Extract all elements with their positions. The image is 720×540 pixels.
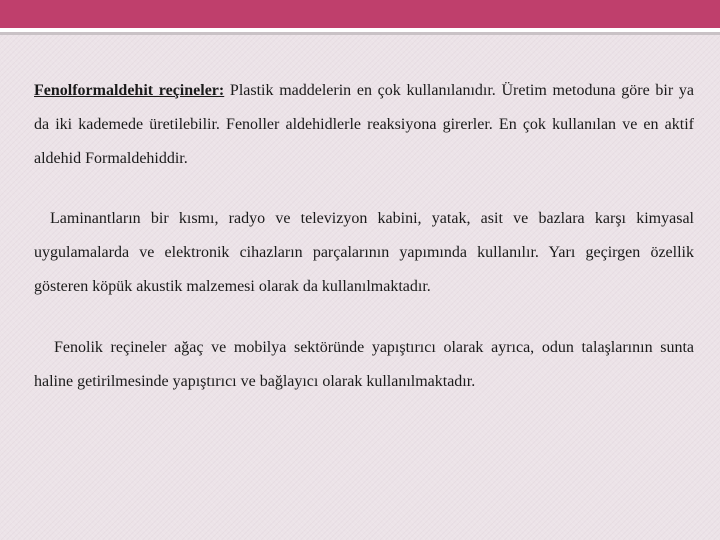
- paragraph-text: Laminantların bir kısmı, radyo ve televizyon kabini, yatak, asit ve bazlara karşı kimyasal uygulamalarda ve elektronik cihazların parçalarının yapımında kullanılır. Yarı geçirgen özellik gösteren köpük akustik malzemesi olarak da kullanılmaktadır.: [34, 210, 694, 295]
- term-heading: Fenolformaldehit reçineler:: [34, 82, 225, 99]
- paragraph-text: Plastik maddelerin en çok kullanılanıdır. Üretim metoduna göre bir ya da iki kademede üretilebilir. Fenoller aldehidlerle reaksiyona girerler. En çok kullanılan ve en aktif aldehid Formaldehiddir.: [34, 82, 694, 167]
- paragraph-fenolformaldehit: [34, 74, 694, 176]
- paragraph-fenolik-receineler: [34, 331, 694, 399]
- header-divider-grey: [0, 32, 720, 35]
- header-accent-band: [0, 0, 720, 28]
- paragraph-text: Fenolik reçineler ağaç ve mobilya sektöründe yapıştırıcı olarak ayrıca, odun talaşlarının sunta haline getirilmesinde yapıştırıcı ve bağlayıcı olarak kullanılmaktadır.: [34, 339, 694, 390]
- paragraph-laminantlar: [34, 202, 694, 304]
- slide-body: [34, 74, 694, 399]
